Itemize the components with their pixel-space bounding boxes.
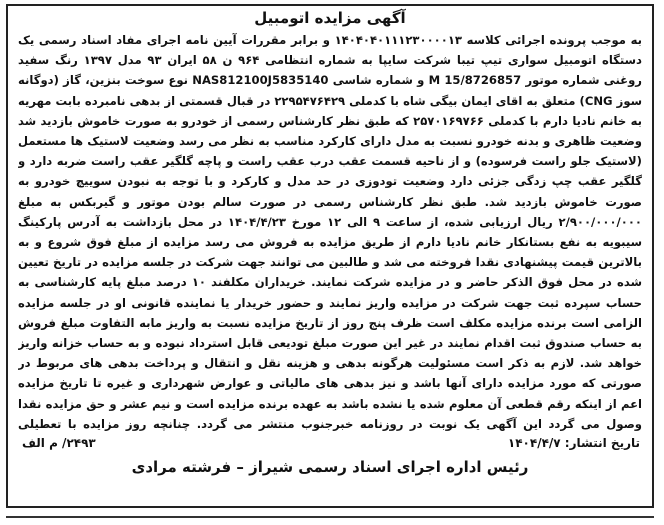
notice-body: به موجب پرونده اجرائی کلاسه ۱۴۰۴۰۴۰۱۱۱۲۳۰۰۰۰۱۳ و برابر مقررات آیین نامه اجرای مفاد اسناد رسمی یک دستگاه اتومبیل سواری تیپ تیبا شرکت سایپا به شماره انتظامی ۹۶۴ ن ۵۸ ایران ۹۳ مدل ۱۳۹۷ رنگ سفید روغنی شماره موتور M 15/8726857 و شماره شاسی NAS812100J5835140 نوع سوخت بنزین، گاز (دوگانه سوز CNG) متعلق به اقای ایمان بیگی شاه با کدملی ۲۲۹۵۴۷۶۴۲۹ در قبال قسمتی از بدهی نامبرده بابت مهریه به خانم نادیا دارم با کدملی ۲۵۷۰۱۶۹۷۶۶ که طبق نظر کارشناس رسمی از خودرو به صورت خاموش بازدید شد وضعیت ظاهری و بدنه خودرو نسبت به مدل دارای کارکرد مناسب به نظر می رسد وضعیت لاستیک ها مستعمل (لاستیک جلو راست فرسوده) و از ناحیه قسمت عقب درب عقب راست و پاچه گلگیر عقب راست ضربه دارد و گلگیر عقب چپ زدگی جزئی دارد وضعیت تودوزی در حد مدل و کارکرد و با توجه به نبودن سوییچ خودرو به صورت خاموش بازدید شد. طبق نظر کارشناس رسمی در صورت سالم بودن موتور و گیربکس به مبلغ ۲/۹۰۰/۰۰۰/۰۰۰ ریال ارزیابی شده، از ساعت ۹ الی ۱۲ مورخ ۱۴۰۴/۴/۲۳ در محل بازداشت به آدرس پارکینگ سیبویه به نفع بستانکار خانم نادیا دارم از طریق مزایده به فروش می رسد مزایده از مبلغ فوق شروع و به بالاترین قیمت پیشنهادی نقدا فروخته می شد و طالبین می توانند جهت شرکت در جلسه مزایده در تاریخ تعیین شده در محل فوق الذکر حاضر و در مزایده شرکت نمایند. خریداران مکلفند ۱۰ درصد مبلغ پایه کارشناسی به حساب سپرده ثبت جهت شرکت در مزایده واریز نمایند و حضور خریدار یا نماینده قانونی او در جلسه مزایده الزامی است برنده مزایده مکلف است ظرف پنج روز از تاریخ مزایده نسبت به واریز مابه التفاوت مبلغ فروش به حساب صندوق ثبت اقدام نمایند در غیر این صورت مبلغ تودیعی قابل استرداد نبوده و به حساب خزانه واریز خواهد شد. لازم به ذکر است مسئولیت هرگونه بدهی و هزینه نقل و انتقال و پرداخت بدهی های مربوط در صورتی که مورد مزایده دارای آنها باشد و نیز بدهی های مالیاتی و عوارض شهرداری و غیره تا تاریخ مزایده اعم از اینکه رقم قطعی آن معلوم شده یا نشده باشد به عهده برنده مزایده است و نیم عشر و حق مزایده نقدا وصول می گردد این آگهی یک نوبت در روزنامه خبرجنوب منتشر می گردد. چنانچه روز مزایده با تعطیلی <box>18 33 642 431</box>
notice-meta-row <box>18 434 642 456</box>
notice-signature: رئیس اداره اجرای اسناد رسمی شیراز – فرشته مرادی <box>131 458 529 476</box>
auction-notice <box>6 4 654 508</box>
publish-date: تاریخ انتشار: ۱۴۰۴/۴/۷ <box>507 436 640 450</box>
notice-code: ۲۴۹۳/ م الف <box>22 436 96 450</box>
page-divider <box>6 516 654 521</box>
notice-title: آگهی مزایده اتومبیل <box>254 9 406 27</box>
